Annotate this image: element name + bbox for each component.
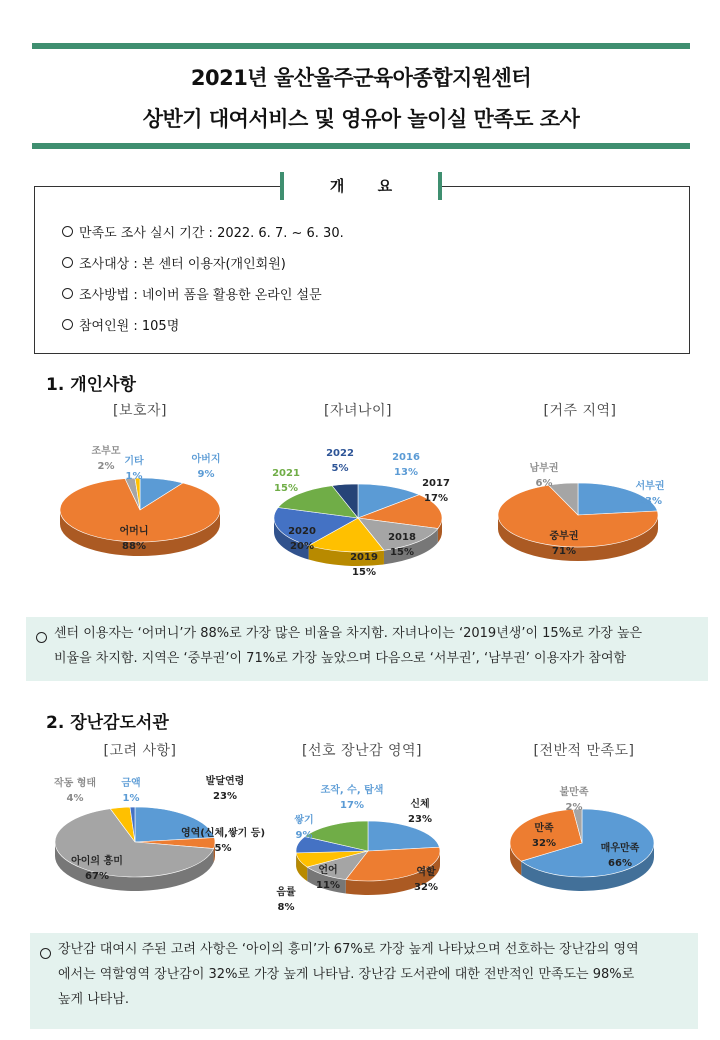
pie-slice-value: 23%	[638, 496, 662, 507]
pie-slice-value: 66%	[608, 858, 632, 869]
chart-title-guardian: [보호자]	[113, 403, 167, 419]
pie-slice-label: 서부권	[635, 481, 665, 492]
pie-slice-label: 만족	[534, 823, 554, 834]
section2-heading: 2. 장난감도서관	[46, 713, 169, 733]
pie-slice-value: 1%	[122, 793, 140, 804]
pie-slice-label: 금액	[121, 778, 141, 789]
pie-slice-label: 언어	[318, 865, 338, 876]
pie-slice-value: 15%	[274, 483, 298, 494]
pie-slice-label: 조작, 수, 탐색	[320, 785, 384, 796]
pie-slice-label: 아버지	[191, 454, 221, 465]
pie-slice-value: 9%	[295, 830, 313, 841]
pie-slice-label: 2017	[422, 478, 450, 489]
pie-slice-value: 2%	[97, 461, 115, 472]
chart-title-preferred-area: [선호 장난감 영역]	[302, 743, 422, 759]
overview-item-text: 조사방법 : 네이버 폼을 활용한 온라인 설문	[79, 288, 322, 303]
pie-slice-label: 2018	[388, 532, 416, 543]
pie-slice-value: 13%	[394, 467, 418, 478]
overview-item-text: 조사대상 : 본 센터 이용자(개인회원)	[79, 257, 286, 272]
section2-summary	[30, 933, 698, 1029]
pie-slice-label: 역할	[416, 867, 436, 878]
pie-slice-label: 남부권	[529, 463, 559, 474]
pie-slice-value: 32%	[532, 838, 556, 849]
pie-slice-label: 작동 형태	[53, 778, 97, 789]
pie-slice-label: 2019	[350, 552, 378, 563]
page-title-line2: 상반기 대여서비스 및 영유아 놀이실 만족도 조사	[142, 107, 580, 131]
pie-slice-label: 쌓기	[294, 815, 314, 826]
page-title-line1: 2021년 울산울주군육아종합지원센터	[190, 66, 532, 90]
pie-slice-value: 15%	[352, 567, 376, 578]
pie-slice-value: 67%	[85, 871, 109, 882]
pie-slice-value: 6%	[535, 478, 553, 489]
pie-slice-value: 23%	[213, 791, 237, 802]
summary-line: 비율을 차지함. 지역은 ‘중부권’이 71%로 가장 높았으며 다음으로 ‘서부권’, ‘남부권’ 이용자가 참여함	[54, 651, 627, 666]
pie-slice-value: 88%	[122, 541, 146, 552]
chart-title-region: [거주 지역]	[543, 403, 617, 419]
pie-slice-label: 매우만족	[600, 843, 640, 854]
pie-slice-value: 2%	[565, 802, 583, 813]
chart-title-satisfaction: [전반적 만족도]	[533, 743, 635, 759]
pie-slice-value: 9%	[197, 469, 215, 480]
pie-slice-label: 어머니	[119, 526, 149, 537]
pie-slice-value: 71%	[552, 546, 576, 557]
pie-slice-label: 아이의 흥미	[71, 856, 123, 867]
summary-line: 센터 이용자는 ‘어머니’가 88%로 가장 많은 비율을 차지함. 자녀나이는 ‘2019년생’이 15%로 가장 높은	[54, 626, 643, 641]
pie-slice-value: 1%	[125, 471, 143, 482]
chart-title-child-age: [자녀나이]	[323, 403, 393, 419]
pie-slice-label: 발달연령	[205, 776, 245, 787]
pie-slice-label: 2016	[392, 452, 420, 463]
summary-line: 장난감 대여시 주된 고려 사항은 ‘아이의 흥미’가 67%로 가장 높게 나타났으며 선호하는 장난감의 영역	[58, 942, 639, 957]
pie-slice-label: 2022	[326, 448, 354, 459]
pie-slice-label: 기타	[124, 456, 144, 467]
pie-slice-value: 20%	[290, 541, 314, 552]
pie-slice-label: 불만족	[559, 787, 589, 798]
summary-line: 에서는 역할영역 장난감이 32%로 가장 높게 나타남. 장난감 도서관에 대한 전반적인 만족도는 98%로	[58, 967, 635, 982]
pie-slice-label: 영역(신체,쌓기 등)	[180, 828, 266, 839]
overview-item-text: 만족도 조사 실시 기간 : 2022. 6. 7. ~ 6. 30.	[79, 226, 344, 241]
pie-slice-value: 5%	[331, 463, 349, 474]
pie-slice-label: 조부모	[91, 446, 121, 457]
pie-slice-value: 11%	[316, 880, 340, 891]
pie-slice-value: 4%	[66, 793, 84, 804]
section1-heading: 1. 개인사항	[46, 375, 136, 395]
overview-item-text: 참여인원 : 105명	[79, 319, 180, 334]
pie-slice-label: 신체	[410, 799, 430, 810]
pie-slice-value: 5%	[214, 843, 232, 854]
summary-line: 높게 나타남.	[58, 992, 130, 1007]
circle-bullet-icon	[40, 948, 51, 959]
pie-slice-value: 32%	[414, 882, 438, 893]
pie-slice-value: 17%	[424, 493, 448, 504]
pie-slice-label: 2020	[288, 526, 316, 537]
pie-slice-value: 15%	[390, 547, 414, 558]
pie-slice-value: 23%	[408, 814, 432, 825]
pie-slice-label: 중부권	[549, 531, 579, 542]
pie-slice-value: 17%	[340, 800, 364, 811]
pie-slice-label: 음률	[276, 887, 296, 898]
chart-title-considerations: [고려 사항]	[103, 743, 177, 759]
pie-slice-value: 8%	[277, 902, 295, 913]
overview-tab: 개 요	[280, 172, 442, 200]
pie-slice-label: 2021	[272, 468, 300, 479]
